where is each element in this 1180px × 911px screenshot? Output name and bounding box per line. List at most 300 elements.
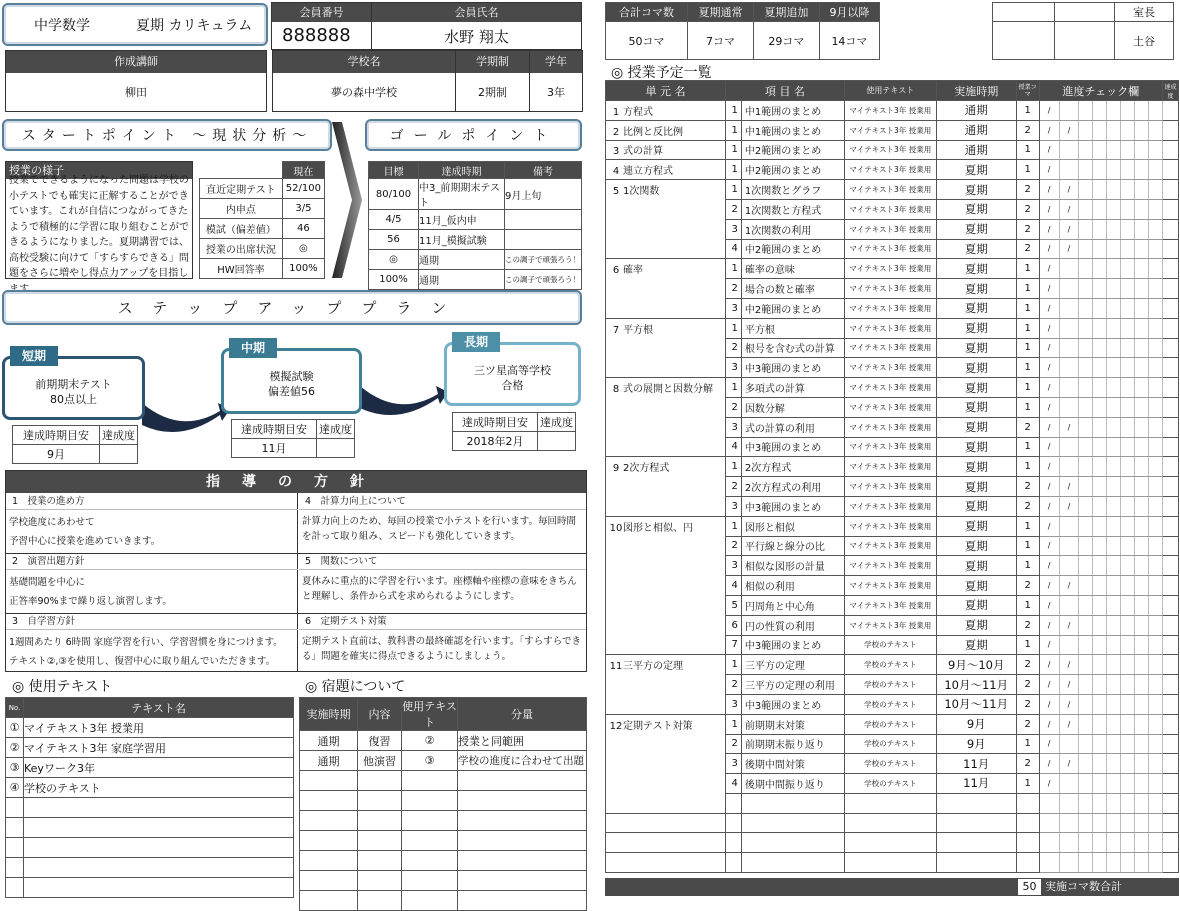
check-cell[interactable] <box>1107 655 1121 675</box>
check-cell[interactable] <box>1093 318 1107 338</box>
check-cell[interactable] <box>1121 576 1135 596</box>
check-cell[interactable] <box>1107 675 1121 695</box>
lesson-done[interactable] <box>1162 536 1178 556</box>
check-cell[interactable] <box>1149 774 1163 794</box>
lesson-check-2[interactable] <box>1059 397 1079 417</box>
lesson-done[interactable] <box>1162 655 1178 675</box>
check-cell[interactable] <box>1093 338 1107 358</box>
check-cell[interactable] <box>1149 635 1163 655</box>
lesson-check-2[interactable] <box>1059 556 1079 576</box>
check-cell[interactable] <box>1121 120 1135 140</box>
lesson-check-1[interactable]: / <box>1039 516 1059 536</box>
check-cell[interactable] <box>1149 477 1163 497</box>
lesson-check-1[interactable]: / <box>1039 318 1059 338</box>
check-cell[interactable] <box>1121 536 1135 556</box>
check-cell[interactable] <box>1093 714 1107 734</box>
check-cell[interactable] <box>1107 457 1121 477</box>
check-cell[interactable] <box>1093 239 1107 259</box>
check-cell[interactable] <box>1093 477 1107 497</box>
check-cell[interactable] <box>1079 694 1093 714</box>
lesson-check-2[interactable] <box>1059 635 1079 655</box>
check-cell[interactable] <box>1079 675 1093 695</box>
check-cell[interactable] <box>1107 397 1121 417</box>
lesson-check-1[interactable]: / <box>1039 378 1059 398</box>
check-cell[interactable] <box>1149 160 1163 180</box>
check-cell[interactable] <box>1079 437 1093 457</box>
check-cell[interactable] <box>1079 655 1093 675</box>
check-cell[interactable] <box>1135 655 1149 675</box>
check-cell[interactable] <box>1121 219 1135 239</box>
lesson-check-2[interactable] <box>1059 338 1079 358</box>
lesson-done[interactable] <box>1162 694 1178 714</box>
check-cell[interactable] <box>1093 694 1107 714</box>
check-cell[interactable] <box>1093 397 1107 417</box>
check-cell[interactable] <box>1135 536 1149 556</box>
lesson-done[interactable] <box>1162 259 1178 279</box>
lesson-done[interactable] <box>1162 279 1178 299</box>
check-cell[interactable] <box>1121 457 1135 477</box>
check-cell[interactable] <box>1093 199 1107 219</box>
lesson-check-2[interactable]: / <box>1059 180 1079 200</box>
lesson-check-2[interactable]: / <box>1059 239 1079 259</box>
check-cell[interactable] <box>1149 140 1163 160</box>
check-cell[interactable] <box>1121 655 1135 675</box>
lesson-done[interactable] <box>1162 338 1178 358</box>
check-cell[interactable] <box>1135 378 1149 398</box>
check-cell[interactable] <box>1093 180 1107 200</box>
check-cell[interactable] <box>1107 754 1121 774</box>
check-cell[interactable] <box>1135 358 1149 378</box>
lesson-done[interactable] <box>1162 457 1178 477</box>
lesson-done[interactable] <box>1162 595 1178 615</box>
check-cell[interactable] <box>1093 734 1107 754</box>
check-cell[interactable] <box>1121 160 1135 180</box>
lesson-check-1[interactable]: / <box>1039 714 1059 734</box>
check-cell[interactable] <box>1107 199 1121 219</box>
check-cell[interactable] <box>1121 774 1135 794</box>
lesson-done[interactable] <box>1162 615 1178 635</box>
lesson-check-2[interactable] <box>1059 734 1079 754</box>
check-cell[interactable] <box>1121 279 1135 299</box>
check-cell[interactable] <box>1107 734 1121 754</box>
lesson-check-1[interactable]: / <box>1039 338 1059 358</box>
lesson-done[interactable] <box>1162 298 1178 318</box>
lesson-done[interactable] <box>1162 219 1178 239</box>
check-cell[interactable] <box>1135 338 1149 358</box>
lesson-check-2[interactable] <box>1059 160 1079 180</box>
check-cell[interactable] <box>1107 101 1121 121</box>
check-cell[interactable] <box>1135 259 1149 279</box>
check-cell[interactable] <box>1079 199 1093 219</box>
lesson-check-2[interactable]: / <box>1059 675 1079 695</box>
lesson-check-2[interactable] <box>1059 774 1079 794</box>
check-cell[interactable] <box>1135 318 1149 338</box>
lesson-done[interactable] <box>1162 417 1178 437</box>
check-cell[interactable] <box>1135 120 1149 140</box>
lesson-done[interactable] <box>1162 635 1178 655</box>
lesson-check-1[interactable]: / <box>1039 160 1059 180</box>
check-cell[interactable] <box>1093 437 1107 457</box>
lesson-check-1[interactable]: / <box>1039 120 1059 140</box>
lesson-check-2[interactable]: / <box>1059 120 1079 140</box>
lesson-check-1[interactable]: / <box>1039 457 1059 477</box>
lesson-done[interactable] <box>1162 754 1178 774</box>
check-cell[interactable] <box>1107 219 1121 239</box>
check-cell[interactable] <box>1135 457 1149 477</box>
check-cell[interactable] <box>1093 298 1107 318</box>
check-cell[interactable] <box>1121 556 1135 576</box>
check-cell[interactable] <box>1149 318 1163 338</box>
check-cell[interactable] <box>1121 635 1135 655</box>
check-cell[interactable] <box>1093 120 1107 140</box>
check-cell[interactable] <box>1135 635 1149 655</box>
check-cell[interactable] <box>1079 259 1093 279</box>
lesson-check-2[interactable] <box>1059 279 1079 299</box>
check-cell[interactable] <box>1079 219 1093 239</box>
check-cell[interactable] <box>1135 694 1149 714</box>
check-cell[interactable] <box>1149 457 1163 477</box>
lesson-done[interactable] <box>1162 358 1178 378</box>
check-cell[interactable] <box>1149 397 1163 417</box>
check-cell[interactable] <box>1093 259 1107 279</box>
check-cell[interactable] <box>1135 516 1149 536</box>
lesson-check-2[interactable]: / <box>1059 199 1079 219</box>
check-cell[interactable] <box>1079 754 1093 774</box>
check-cell[interactable] <box>1079 279 1093 299</box>
check-cell[interactable] <box>1121 714 1135 734</box>
check-cell[interactable] <box>1149 536 1163 556</box>
check-cell[interactable] <box>1079 635 1093 655</box>
check-cell[interactable] <box>1121 734 1135 754</box>
lesson-check-1[interactable]: / <box>1039 219 1059 239</box>
check-cell[interactable] <box>1107 714 1121 734</box>
lesson-check-2[interactable]: / <box>1059 714 1079 734</box>
check-cell[interactable] <box>1093 358 1107 378</box>
check-cell[interactable] <box>1149 595 1163 615</box>
check-cell[interactable] <box>1093 615 1107 635</box>
check-cell[interactable] <box>1079 318 1093 338</box>
check-cell[interactable] <box>1107 318 1121 338</box>
lesson-check-1[interactable]: / <box>1039 397 1059 417</box>
check-cell[interactable] <box>1121 694 1135 714</box>
lesson-done[interactable] <box>1162 318 1178 338</box>
check-cell[interactable] <box>1079 160 1093 180</box>
check-cell[interactable] <box>1079 140 1093 160</box>
check-cell[interactable] <box>1135 437 1149 457</box>
lesson-check-2[interactable]: / <box>1059 694 1079 714</box>
lesson-done[interactable] <box>1162 516 1178 536</box>
check-cell[interactable] <box>1121 298 1135 318</box>
check-cell[interactable] <box>1149 259 1163 279</box>
check-cell[interactable] <box>1149 120 1163 140</box>
lesson-check-1[interactable]: / <box>1039 655 1059 675</box>
check-cell[interactable] <box>1135 417 1149 437</box>
check-cell[interactable] <box>1149 279 1163 299</box>
check-cell[interactable] <box>1121 259 1135 279</box>
lesson-check-1[interactable]: / <box>1039 734 1059 754</box>
lesson-check-1[interactable]: / <box>1039 417 1059 437</box>
check-cell[interactable] <box>1121 180 1135 200</box>
lesson-check-1[interactable]: / <box>1039 496 1059 516</box>
check-cell[interactable] <box>1093 655 1107 675</box>
lesson-check-2[interactable] <box>1059 358 1079 378</box>
lesson-done[interactable] <box>1162 378 1178 398</box>
check-cell[interactable] <box>1107 160 1121 180</box>
lesson-check-1[interactable]: / <box>1039 279 1059 299</box>
lesson-check-1[interactable]: / <box>1039 615 1059 635</box>
lesson-done[interactable] <box>1162 774 1178 794</box>
check-cell[interactable] <box>1135 160 1149 180</box>
check-cell[interactable] <box>1079 774 1093 794</box>
lesson-check-2[interactable] <box>1059 259 1079 279</box>
check-cell[interactable] <box>1093 576 1107 596</box>
check-cell[interactable] <box>1079 615 1093 635</box>
lesson-check-1[interactable]: / <box>1039 437 1059 457</box>
check-cell[interactable] <box>1093 457 1107 477</box>
check-cell[interactable] <box>1093 219 1107 239</box>
check-cell[interactable] <box>1079 358 1093 378</box>
check-cell[interactable] <box>1149 338 1163 358</box>
check-cell[interactable] <box>1121 615 1135 635</box>
check-cell[interactable] <box>1135 477 1149 497</box>
check-cell[interactable] <box>1135 219 1149 239</box>
lesson-done[interactable] <box>1162 397 1178 417</box>
check-cell[interactable] <box>1079 338 1093 358</box>
check-cell[interactable] <box>1093 160 1107 180</box>
check-cell[interactable] <box>1093 536 1107 556</box>
check-cell[interactable] <box>1079 516 1093 536</box>
check-cell[interactable] <box>1107 774 1121 794</box>
lesson-check-1[interactable]: / <box>1039 754 1059 774</box>
check-cell[interactable] <box>1079 120 1093 140</box>
check-cell[interactable] <box>1093 516 1107 536</box>
check-cell[interactable] <box>1135 496 1149 516</box>
check-cell[interactable] <box>1135 595 1149 615</box>
check-cell[interactable] <box>1079 417 1093 437</box>
check-cell[interactable] <box>1107 615 1121 635</box>
check-cell[interactable] <box>1107 556 1121 576</box>
lesson-done[interactable] <box>1162 120 1178 140</box>
lesson-check-1[interactable]: / <box>1039 536 1059 556</box>
lesson-done[interactable] <box>1162 180 1178 200</box>
check-cell[interactable] <box>1149 615 1163 635</box>
check-cell[interactable] <box>1121 675 1135 695</box>
check-cell[interactable] <box>1079 714 1093 734</box>
check-cell[interactable] <box>1149 358 1163 378</box>
check-cell[interactable] <box>1079 576 1093 596</box>
lesson-check-1[interactable]: / <box>1039 298 1059 318</box>
check-cell[interactable] <box>1149 576 1163 596</box>
check-cell[interactable] <box>1121 496 1135 516</box>
check-cell[interactable] <box>1135 734 1149 754</box>
lesson-check-1[interactable]: / <box>1039 239 1059 259</box>
lesson-done[interactable] <box>1162 199 1178 219</box>
check-cell[interactable] <box>1093 774 1107 794</box>
lesson-done[interactable] <box>1162 160 1178 180</box>
lesson-done[interactable] <box>1162 437 1178 457</box>
check-cell[interactable] <box>1107 417 1121 437</box>
lesson-check-1[interactable]: / <box>1039 180 1059 200</box>
lesson-check-2[interactable] <box>1059 101 1079 121</box>
check-cell[interactable] <box>1149 437 1163 457</box>
check-cell[interactable] <box>1149 714 1163 734</box>
check-cell[interactable] <box>1135 199 1149 219</box>
lesson-check-2[interactable] <box>1059 378 1079 398</box>
check-cell[interactable] <box>1149 417 1163 437</box>
check-cell[interactable] <box>1079 477 1093 497</box>
check-cell[interactable] <box>1135 397 1149 417</box>
lesson-check-1[interactable]: / <box>1039 595 1059 615</box>
check-cell[interactable] <box>1093 101 1107 121</box>
check-cell[interactable] <box>1093 675 1107 695</box>
check-cell[interactable] <box>1079 496 1093 516</box>
check-cell[interactable] <box>1093 378 1107 398</box>
check-cell[interactable] <box>1135 101 1149 121</box>
check-cell[interactable] <box>1121 338 1135 358</box>
check-cell[interactable] <box>1079 556 1093 576</box>
lesson-check-2[interactable]: / <box>1059 219 1079 239</box>
check-cell[interactable] <box>1135 298 1149 318</box>
check-cell[interactable] <box>1121 199 1135 219</box>
check-cell[interactable] <box>1107 595 1121 615</box>
lesson-done[interactable] <box>1162 556 1178 576</box>
lesson-done[interactable] <box>1162 714 1178 734</box>
lesson-check-1[interactable]: / <box>1039 140 1059 160</box>
check-cell[interactable] <box>1149 694 1163 714</box>
check-cell[interactable] <box>1093 496 1107 516</box>
check-cell[interactable] <box>1093 140 1107 160</box>
check-cell[interactable] <box>1121 397 1135 417</box>
lesson-check-2[interactable]: / <box>1059 754 1079 774</box>
lesson-check-2[interactable] <box>1059 516 1079 536</box>
check-cell[interactable] <box>1149 655 1163 675</box>
lesson-check-1[interactable]: / <box>1039 259 1059 279</box>
check-cell[interactable] <box>1121 239 1135 259</box>
check-cell[interactable] <box>1135 576 1149 596</box>
check-cell[interactable] <box>1135 615 1149 635</box>
check-cell[interactable] <box>1107 694 1121 714</box>
lesson-check-2[interactable] <box>1059 595 1079 615</box>
lesson-check-1[interactable]: / <box>1039 477 1059 497</box>
check-cell[interactable] <box>1107 140 1121 160</box>
check-cell[interactable] <box>1079 378 1093 398</box>
check-cell[interactable] <box>1107 635 1121 655</box>
lesson-check-2[interactable]: / <box>1059 496 1079 516</box>
lesson-check-2[interactable] <box>1059 437 1079 457</box>
lesson-done[interactable] <box>1162 239 1178 259</box>
check-cell[interactable] <box>1121 595 1135 615</box>
check-cell[interactable] <box>1121 140 1135 160</box>
lesson-check-2[interactable] <box>1059 536 1079 556</box>
check-cell[interactable] <box>1107 358 1121 378</box>
check-cell[interactable] <box>1093 635 1107 655</box>
check-cell[interactable] <box>1079 101 1093 121</box>
lesson-check-1[interactable]: / <box>1039 101 1059 121</box>
lesson-done[interactable] <box>1162 477 1178 497</box>
check-cell[interactable] <box>1149 754 1163 774</box>
check-cell[interactable] <box>1121 516 1135 536</box>
lesson-check-1[interactable]: / <box>1039 774 1059 794</box>
lesson-done[interactable] <box>1162 101 1178 121</box>
check-cell[interactable] <box>1149 378 1163 398</box>
check-cell[interactable] <box>1093 417 1107 437</box>
check-cell[interactable] <box>1093 595 1107 615</box>
check-cell[interactable] <box>1079 595 1093 615</box>
lesson-done[interactable] <box>1162 140 1178 160</box>
check-cell[interactable] <box>1135 180 1149 200</box>
check-cell[interactable] <box>1135 754 1149 774</box>
check-cell[interactable] <box>1149 516 1163 536</box>
lesson-done[interactable] <box>1162 734 1178 754</box>
check-cell[interactable] <box>1121 754 1135 774</box>
check-cell[interactable] <box>1079 734 1093 754</box>
lesson-check-2[interactable] <box>1059 298 1079 318</box>
check-cell[interactable] <box>1107 536 1121 556</box>
lesson-check-2[interactable] <box>1059 318 1079 338</box>
lesson-check-2[interactable] <box>1059 140 1079 160</box>
check-cell[interactable] <box>1107 259 1121 279</box>
check-cell[interactable] <box>1135 556 1149 576</box>
check-cell[interactable] <box>1121 477 1135 497</box>
lesson-check-2[interactable]: / <box>1059 615 1079 635</box>
lesson-check-1[interactable]: / <box>1039 358 1059 378</box>
check-cell[interactable] <box>1149 556 1163 576</box>
check-cell[interactable] <box>1121 358 1135 378</box>
lesson-check-2[interactable]: / <box>1059 417 1079 437</box>
lesson-check-1[interactable]: / <box>1039 694 1059 714</box>
lesson-check-1[interactable]: / <box>1039 556 1059 576</box>
lesson-check-2[interactable]: / <box>1059 477 1079 497</box>
check-cell[interactable] <box>1135 239 1149 259</box>
check-cell[interactable] <box>1093 754 1107 774</box>
lesson-done[interactable] <box>1162 576 1178 596</box>
check-cell[interactable] <box>1135 279 1149 299</box>
check-cell[interactable] <box>1093 556 1107 576</box>
check-cell[interactable] <box>1149 496 1163 516</box>
check-cell[interactable] <box>1107 279 1121 299</box>
check-cell[interactable] <box>1135 140 1149 160</box>
check-cell[interactable] <box>1149 298 1163 318</box>
lesson-check-2[interactable] <box>1059 457 1079 477</box>
check-cell[interactable] <box>1149 219 1163 239</box>
check-cell[interactable] <box>1135 774 1149 794</box>
lesson-check-1[interactable]: / <box>1039 576 1059 596</box>
check-cell[interactable] <box>1135 675 1149 695</box>
check-cell[interactable] <box>1107 338 1121 358</box>
check-cell[interactable] <box>1149 734 1163 754</box>
check-cell[interactable] <box>1149 101 1163 121</box>
check-cell[interactable] <box>1107 239 1121 259</box>
check-cell[interactable] <box>1107 496 1121 516</box>
lesson-done[interactable] <box>1162 496 1178 516</box>
check-cell[interactable] <box>1079 298 1093 318</box>
check-cell[interactable] <box>1121 437 1135 457</box>
check-cell[interactable] <box>1149 239 1163 259</box>
lesson-done[interactable] <box>1162 675 1178 695</box>
lesson-check-1[interactable]: / <box>1039 199 1059 219</box>
check-cell[interactable] <box>1121 318 1135 338</box>
check-cell[interactable] <box>1149 180 1163 200</box>
check-cell[interactable] <box>1149 199 1163 219</box>
check-cell[interactable] <box>1079 536 1093 556</box>
check-cell[interactable] <box>1107 180 1121 200</box>
check-cell[interactable] <box>1079 457 1093 477</box>
check-cell[interactable] <box>1093 279 1107 299</box>
check-cell[interactable] <box>1107 298 1121 318</box>
check-cell[interactable] <box>1121 101 1135 121</box>
check-cell[interactable] <box>1107 437 1121 457</box>
lesson-check-1[interactable]: / <box>1039 635 1059 655</box>
